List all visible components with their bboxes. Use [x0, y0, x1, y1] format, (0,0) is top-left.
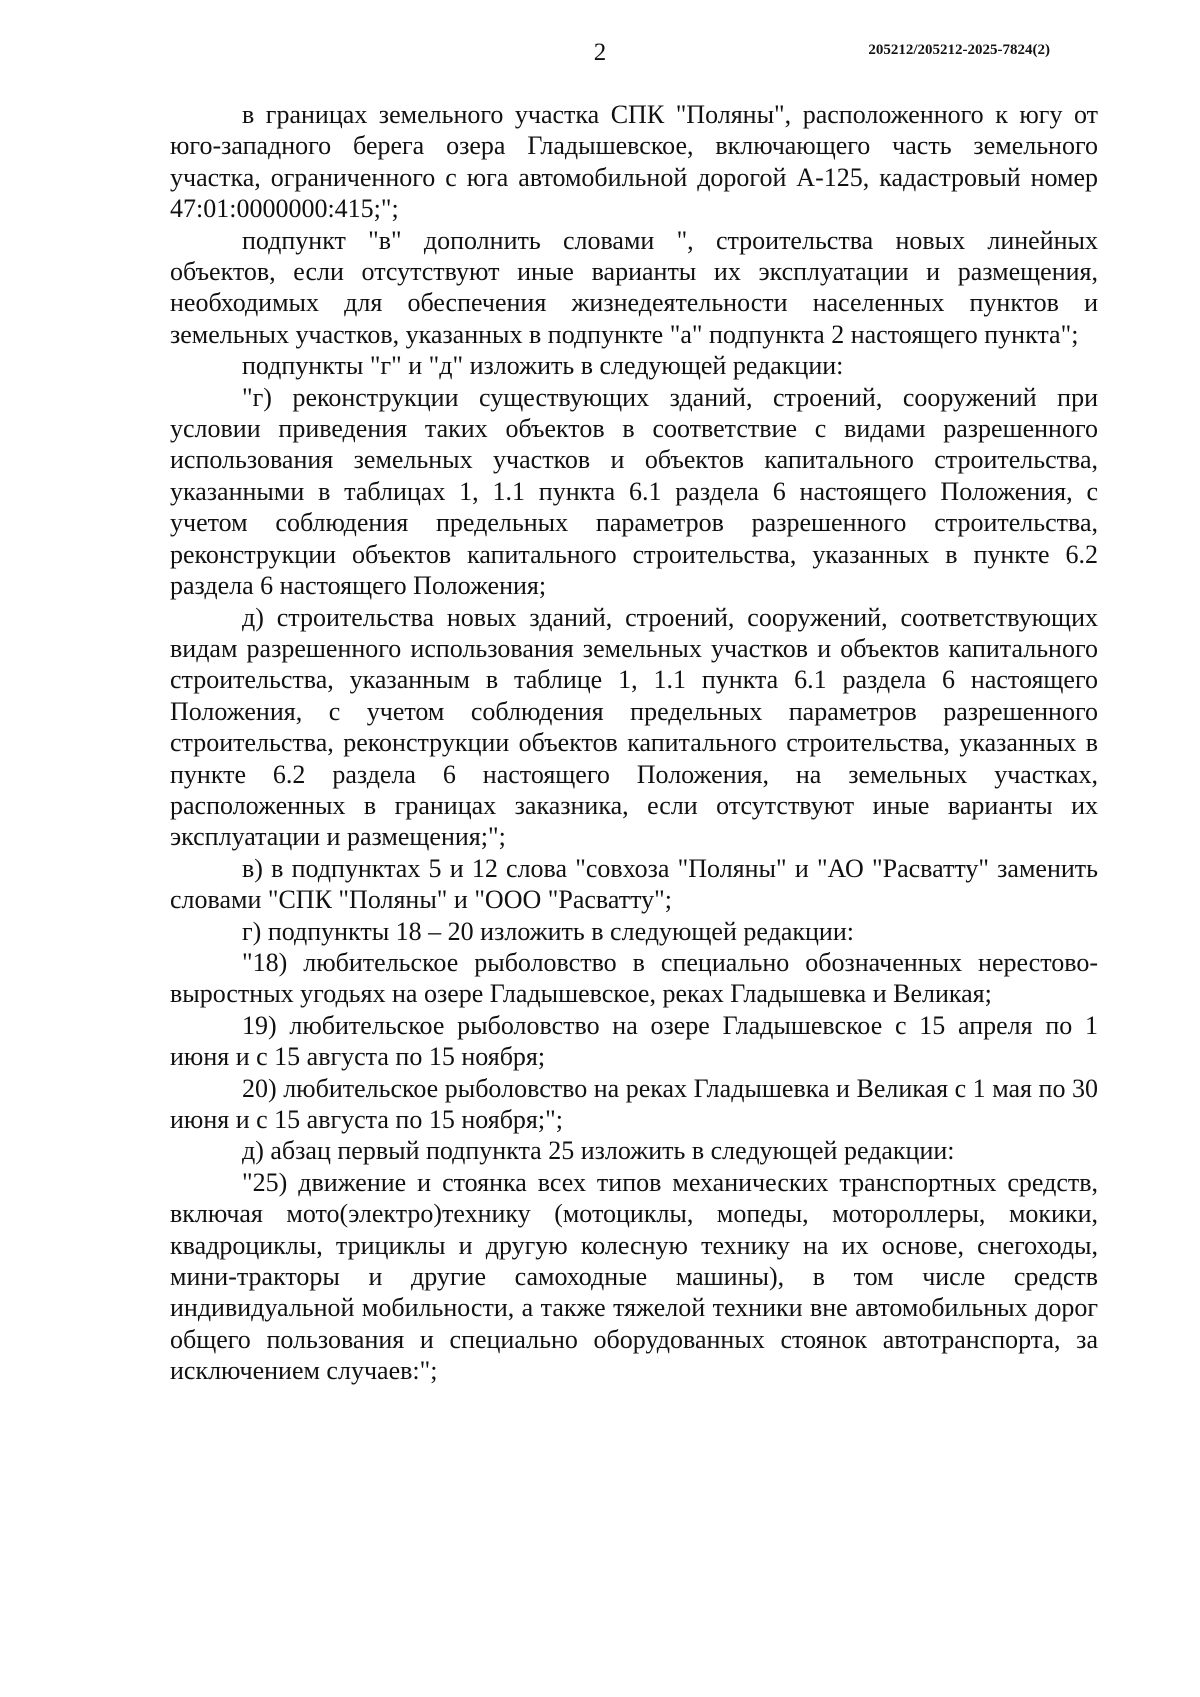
paragraph-subitem-20: 20) любительское рыболовство на реках Гладышевка и Великая с 1 мая по 30 июня и с 15 августа по 15 ноября;";	[170, 1073, 1098, 1134]
paragraph-item-g-intro: г) подпункты 18 – 20 изложить в следующей редакции:	[242, 916, 854, 946]
page-number: 2	[593, 39, 607, 66]
paragraph-subitem-18: "18) любительское рыболовство в специально обозначенных нерестово-выростных угодьях на озере Гладышевское, реках Гладышевка и Великая;	[170, 947, 1098, 1009]
document-body	[170, 99, 1098, 1387]
paragraph-item-d-intro: д) абзац первый подпункта 25 изложить в следующей редакции:	[242, 1136, 955, 1166]
paragraph-item-v-replace: в) в подпунктах 5 и 12 слова "совхоза "Поляны" и "АО "Расватту" заменить словами "СПК "Поляны" и "ООО "Расватту";	[170, 853, 1098, 915]
paragraph-boundaries: в границах земельного участка СПК "Поляны", расположенного к югу от юго-западного берега озера Гладышевское, включающего часть земельного участка, ограниченного с юга автомобильной дорогой А-125, кадастровый номер 47:01:0000000:415;";	[170, 100, 1098, 224]
paragraph-subitems-g-d-intro: подпункты "г" и "д" изложить в следующей редакции:	[242, 351, 844, 381]
document-id: 205212/205212-2025-7824(2)	[868, 42, 1050, 58]
paragraph-subitem-g: "г) реконструкции существующих зданий, строений, сооружений при условии приведения таких объектов в соответствие с видами разрешенного использования земельных участков и объектов капитального строительства, указанными в таблицах 1, 1.1 пункта 6.1 раздела 6 настоящего Положения, с учетом соблюдения предельных параметров разрешенного строительства, реконструкции объектов капитального строительства, указанных в пункте 6.2 раздела 6 настоящего Положения;	[170, 382, 1098, 601]
paragraph-subitem-v: подпункт "в" дополнить словами ", строительства новых линейных объектов, если отсутствуют иные варианты их эксплуатации и размещения, необходимых для обеспечения жизнедеятельности населенных пунктов и земельных участков, указанных в подпункте "а" подпункта 2 настоящего пункта";	[170, 225, 1098, 349]
paragraph-subitem-d: д) строительства новых зданий, строений, сооружений, соответствующих видам разрешенного использования земельных участков и объектов капитального строительства, указанным в таблице 1, 1.1 пункта 6.1 раздела 6 настоящего Положения, с учетом соблюдения предельных параметров разрешенного строительства, реконструкции объектов капитального строительства, указанных в пункте 6.2 раздела 6 настоящего Положения, на земельных участках, расположенных в границах заказника, если отсутствуют иные варианты их эксплуатации и размещения;";	[170, 602, 1098, 852]
paragraph-subitem-25: "25) движение и стоянка всех типов механических транспортных средств, включая мото(электро)технику (мотоциклы, мопеды, мотороллеры, мокики, квадроциклы, трициклы и другую колесную технику на их основе, снегоходы, мини-тракторы и другие самоходные машины), в том числе средств индивидуальной мобильности, а также тяжелой техники вне автомобильных дорог общего пользования и специально оборудованных стоянок автотранспорта, за исключением случаев:";	[170, 1167, 1098, 1386]
paragraph-subitem-19: 19) любительское рыболовство на озере Гладышевское с 15 апреля по 1 июня и с 15 августа по 15 ноября;	[170, 1010, 1098, 1072]
